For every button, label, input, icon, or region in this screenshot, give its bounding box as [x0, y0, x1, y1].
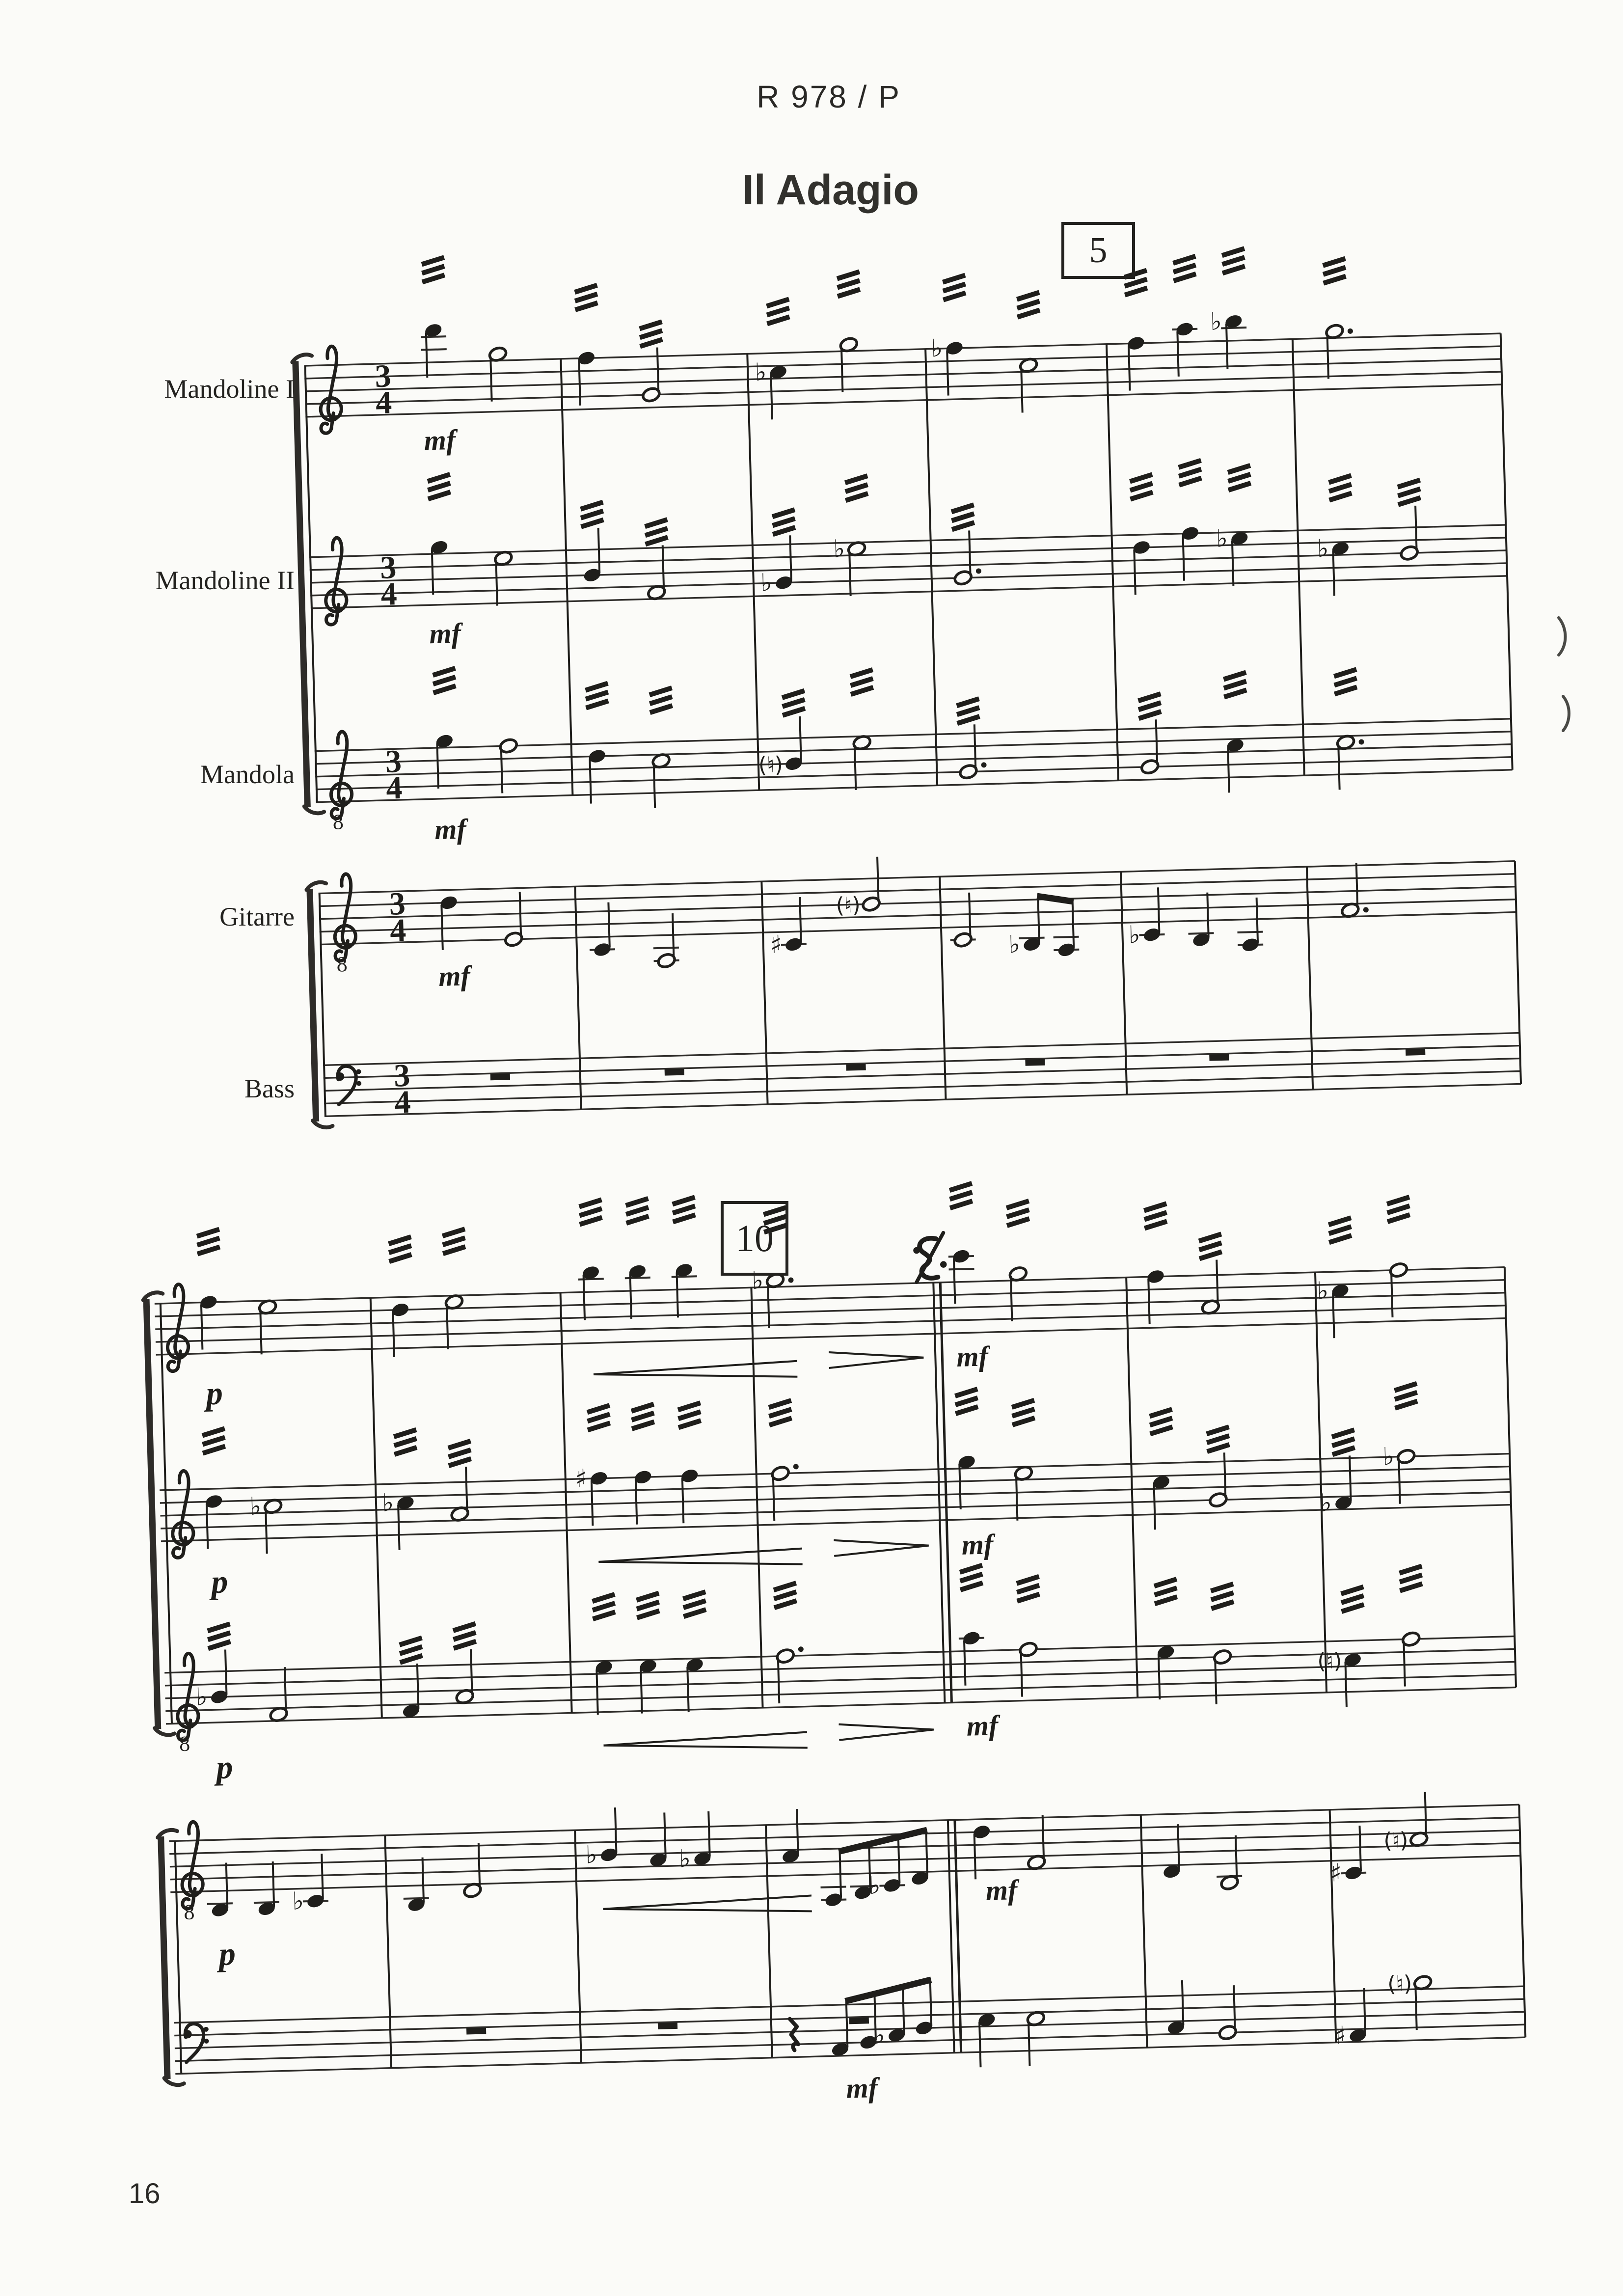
- svg-text:(♮): (♮): [1317, 1648, 1343, 1674]
- svg-text:8: 8: [332, 810, 344, 834]
- svg-text:mf: mf: [438, 959, 471, 993]
- svg-text:4: 4: [385, 769, 403, 806]
- svg-text:♯: ♯: [574, 1464, 588, 1493]
- svg-text:♯: ♯: [1329, 1859, 1342, 1887]
- svg-text:♭: ♭: [381, 1488, 394, 1517]
- svg-text:♭: ♭: [1317, 534, 1329, 563]
- bass-clef: [336, 1066, 362, 1104]
- catalog-number: R 978 / P: [757, 79, 901, 114]
- svg-text:♭: ♭: [873, 2021, 886, 2050]
- svg-text:p: p: [218, 1935, 236, 1973]
- staff-label-gitarre: Gitarre: [219, 902, 295, 931]
- svg-text:3: 3: [384, 743, 402, 780]
- staff-mandoline-ii-2: [169, 1377, 1422, 1602]
- svg-text:mf: mf: [961, 1528, 994, 1561]
- staff-mandoline-i: [317, 233, 1356, 459]
- svg-text:♭: ♭: [751, 1266, 764, 1295]
- rehearsal-mark-5: 5: [1061, 222, 1135, 279]
- staff-label-bass: Bass: [244, 1074, 295, 1103]
- svg-text:p: p: [211, 1562, 229, 1601]
- staff-mandoline-i-2: [163, 1172, 1414, 1413]
- svg-text:♭: ♭: [754, 357, 767, 387]
- staff-gitarre: [333, 844, 1370, 995]
- svg-text:♭: ♭: [678, 1844, 691, 1873]
- svg-text:♭: ♭: [249, 1492, 262, 1521]
- staff-mandoline-ii: [323, 448, 1424, 653]
- svg-text:mf: mf: [985, 1874, 1018, 1907]
- svg-text:3: 3: [393, 1057, 411, 1094]
- svg-text:8: 8: [179, 1731, 190, 1756]
- svg-text:4: 4: [389, 912, 407, 949]
- bass-clef: [183, 2023, 210, 2062]
- svg-text:p: p: [205, 1374, 223, 1412]
- svg-text:3: 3: [388, 885, 406, 922]
- svg-text:mf: mf: [429, 617, 461, 650]
- svg-text:3: 3: [379, 549, 397, 586]
- svg-text:mf: mf: [423, 423, 457, 457]
- svg-text:mf: mf: [434, 813, 467, 846]
- svg-text:♭: ♭: [195, 1682, 208, 1712]
- treble8-clef: [329, 732, 353, 834]
- svg-text:♭: ♭: [1216, 524, 1228, 553]
- svg-text:8: 8: [183, 1900, 195, 1924]
- svg-text:♭: ♭: [292, 1886, 304, 1915]
- svg-text:(♮): (♮): [1383, 1828, 1409, 1854]
- svg-text:mf: mf: [845, 2071, 878, 2105]
- svg-text:♭: ♭: [1316, 1276, 1329, 1306]
- svg-text:p: p: [216, 1748, 234, 1786]
- svg-text:(♮): (♮): [1387, 1971, 1412, 1997]
- svg-text:(♮): (♮): [835, 892, 861, 919]
- system-2: [140, 1169, 1527, 2123]
- rehearsal-mark-10: 10: [721, 1201, 788, 1276]
- staff-label-mandoline-i: Mandoline I: [164, 374, 295, 404]
- svg-text:♭: ♭: [1210, 307, 1222, 336]
- segno-icon: [913, 1232, 947, 1282]
- svg-text:♭: ♭: [1008, 929, 1021, 959]
- staff-label-mandola: Mandola: [200, 760, 295, 789]
- svg-text:♯: ♯: [769, 930, 783, 959]
- svg-text:♭: ♭: [1128, 920, 1141, 949]
- svg-text:mf: mf: [966, 1709, 999, 1742]
- svg-text:♭: ♭: [868, 1871, 881, 1900]
- staff-label-mandoline-ii: Mandoline II: [155, 566, 295, 595]
- staff-gitarre-2: [180, 1785, 1432, 1973]
- svg-text:4: 4: [375, 384, 393, 421]
- treble8-clef: [180, 1822, 204, 1924]
- svg-text:3: 3: [374, 358, 392, 395]
- scan-artifacts: [1559, 618, 1569, 731]
- svg-text:8: 8: [336, 952, 348, 977]
- piece-title: Il Adagio: [742, 166, 919, 214]
- svg-text:♭: ♭: [833, 534, 845, 563]
- page-number: 16: [129, 2178, 161, 2210]
- svg-text:♭: ♭: [760, 568, 773, 598]
- svg-text:♭: ♭: [930, 333, 943, 363]
- treble8-clef: [333, 874, 357, 976]
- svg-text:4: 4: [380, 576, 398, 612]
- svg-text:♭: ♭: [585, 1840, 598, 1869]
- svg-text:♭: ♭: [1382, 1442, 1395, 1471]
- svg-text:♯: ♯: [1334, 2021, 1347, 2050]
- system-1: [290, 229, 1521, 1128]
- svg-text:♭: ♭: [1320, 1488, 1332, 1518]
- svg-text:(♮): (♮): [758, 752, 784, 778]
- svg-text:mf: mf: [956, 1340, 989, 1373]
- svg-text:4: 4: [394, 1084, 411, 1121]
